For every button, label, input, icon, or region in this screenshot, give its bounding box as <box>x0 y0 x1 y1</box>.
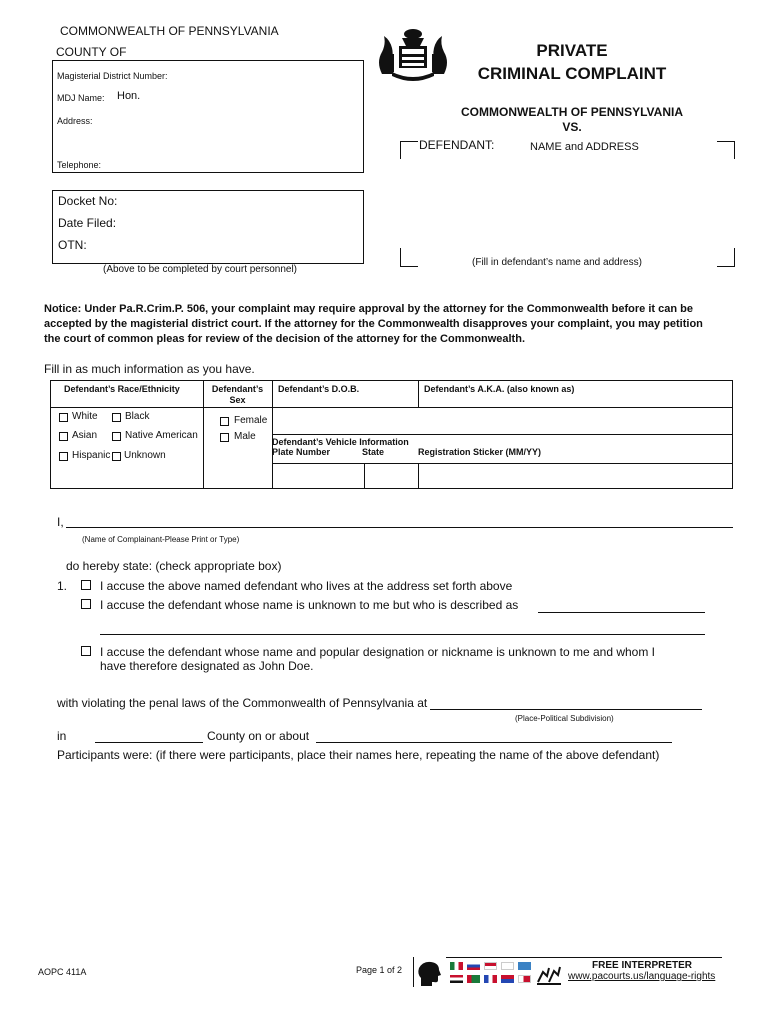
race-header: Defendant’s Race/Ethnicity <box>64 384 180 394</box>
telephone-label: Telephone: <box>57 160 102 170</box>
option-3-text-line-2: have therefore designated as John Doe. <box>100 659 314 673</box>
race-unknown-checkbox[interactable] <box>112 452 121 461</box>
race-black-checkbox[interactable] <box>112 413 121 422</box>
name-and-address-label: NAME and ADDRESS <box>530 141 639 153</box>
form-id: AOPC 411A <box>38 967 87 977</box>
violation-text: with violating the penal laws of the Commonwealth of Pennsylvania at <box>57 696 428 710</box>
race-white-label: White <box>72 411 98 422</box>
sex-header-1: Defendant’s <box>211 384 264 394</box>
race-native-american-checkbox[interactable] <box>112 432 121 441</box>
notice-line-2: accepted by the magisterial district court. If the attorney for the Commonwealth disapproves your complaint, you may petition <box>44 318 703 330</box>
bracket-bottom-right <box>717 266 735 267</box>
title-criminal-complaint: CRIMINAL COMPLAINT <box>477 64 667 83</box>
notice-line-1: Notice: Under Pa.R.Crim.P. 506, your complaint may require approval by the attorney for the Commonwealth before it can be <box>44 303 693 315</box>
race-asian-label: Asian <box>72 430 98 441</box>
race-hispanic-label: Hispanic <box>72 450 111 461</box>
language-rights-link[interactable]: www.pacourts.us/language-rights <box>568 971 716 982</box>
otn-label: OTN: <box>58 238 87 252</box>
sex-female-label: Female <box>234 415 268 426</box>
race-asian-checkbox[interactable] <box>59 432 68 441</box>
hon-label: Hon. <box>117 90 141 102</box>
caption-vs: VS. <box>562 120 582 134</box>
magisterial-district-label: Magisterial District Number: <box>57 71 168 81</box>
title-private: PRIVATE <box>536 41 608 60</box>
page-number: Page 1 of 2 <box>356 965 403 975</box>
caption-commonwealth: COMMONWEALTH OF PENNSYLVANIA <box>461 105 683 119</box>
bracket-top-right <box>717 141 735 142</box>
vehicle-info-label: Defendant’s Vehicle Information <box>272 437 409 447</box>
sign-language-hands-icon <box>535 962 563 986</box>
county-line-field[interactable] <box>95 742 203 743</box>
notice-line-3: the court of common pleas for review of the decision of the attorney for the Commonwealth. <box>44 333 525 345</box>
option-2-checkbox[interactable] <box>81 599 91 609</box>
fill-in-defendant-note: (Fill in defendant’s name and address) <box>472 257 642 268</box>
free-interpreter-label: FREE INTERPRETER <box>592 960 693 971</box>
option-2-text: I accuse the defendant whose name is unknown to me but who is described as <box>100 598 519 612</box>
date-filed-label: Date Filed: <box>58 216 117 230</box>
participants-text: Participants were: (if there were participants, place their names here, repeating the name of the above defendant) <box>57 748 660 762</box>
description-line-1[interactable] <box>538 612 705 613</box>
race-native-american-label: Native American <box>125 430 198 441</box>
in-label: in <box>57 729 67 743</box>
description-line-2[interactable] <box>100 634 705 635</box>
complainant-name-note: (Name of Complainant-Please Print or Type) <box>82 535 240 544</box>
place-line[interactable] <box>430 709 702 710</box>
option-1-checkbox[interactable] <box>81 580 91 590</box>
registration-sticker-label: Registration Sticker (MM/YY) <box>418 447 542 457</box>
race-black-label: Black <box>125 411 150 422</box>
pennsylvania-seal-icon <box>372 24 454 86</box>
do-hereby-state: do hereby state: (check appropriate box) <box>66 559 282 573</box>
plate-number-label: Plate Number <box>272 447 331 457</box>
aka-header: Defendant’s A.K.A. (also known as) <box>424 384 575 394</box>
court-personnel-note: (Above to be completed by court personnel) <box>103 264 297 275</box>
sex-header-2: Sex <box>229 395 246 405</box>
race-white-checkbox[interactable] <box>59 413 68 422</box>
defendant-label: DEFENDANT: <box>419 138 495 152</box>
race-unknown-label: Unknown <box>124 450 166 461</box>
place-note: (Place-Political Subdivision) <box>515 714 614 723</box>
sex-female-checkbox[interactable] <box>220 417 229 426</box>
item-number-1: 1. <box>57 579 68 593</box>
dob-header: Defendant’s D.O.B. <box>278 384 360 394</box>
bracket-top-left <box>400 141 418 142</box>
address-label: Address: <box>57 116 93 126</box>
i-label: I, <box>57 515 64 529</box>
race-hispanic-checkbox[interactable] <box>59 452 68 461</box>
commonwealth-heading: COMMONWEALTH OF PENNSYLVANIA <box>60 24 279 38</box>
date-line-field[interactable] <box>316 742 672 743</box>
complainant-name-line[interactable] <box>66 527 733 528</box>
mdj-name-label: MDJ Name: <box>57 93 105 103</box>
sex-male-label: Male <box>234 431 256 442</box>
option-3-text-line-1: I accuse the defendant whose name and popular designation or nickname is unknown to me and whom I <box>100 645 656 659</box>
fill-info-label: Fill in as much information as you have. <box>44 362 255 376</box>
bracket-bottom-left <box>400 266 418 267</box>
speaking-head-icon <box>417 960 443 988</box>
county-of-label: COUNTY OF <box>56 45 127 59</box>
docket-no-label: Docket No: <box>58 194 118 208</box>
state-label: State <box>362 447 385 457</box>
option-1-text: I accuse the above named defendant who lives at the address set forth above <box>100 579 513 593</box>
sex-male-checkbox[interactable] <box>220 433 229 442</box>
option-3-checkbox[interactable] <box>81 646 91 656</box>
county-on-label: County on or about <box>207 729 310 743</box>
